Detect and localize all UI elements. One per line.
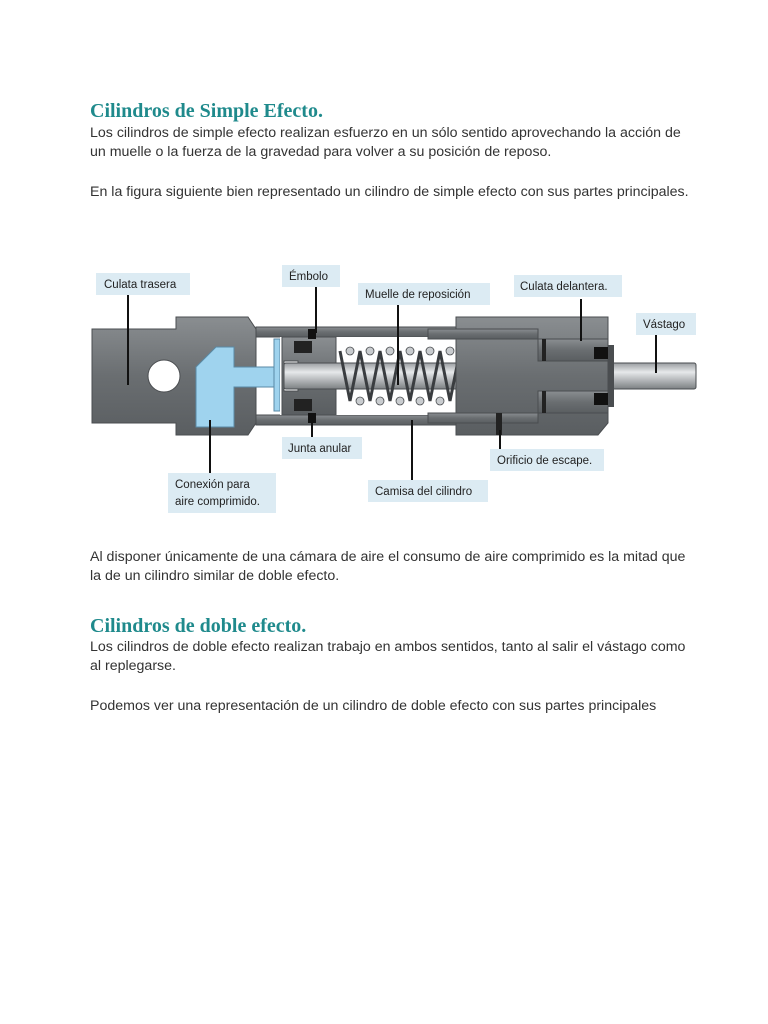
label-muelle [358, 283, 490, 305]
label-junta-anular-text: Junta anular [288, 443, 352, 455]
label-culata-delantera [514, 275, 622, 297]
label-embolo-text: Émbolo [289, 271, 328, 283]
label-embolo [282, 265, 340, 287]
paragraph-doble-efecto-intro: Los cilindros de doble efecto realizan trabajo en ambos sentidos, tanto al salir el vástago como al replegarse. [90, 639, 686, 674]
label-orificio-escape [490, 449, 604, 471]
label-conexion-line1: Conexión para [175, 479, 250, 491]
paragraph-air-consumption: Al disponer únicamente de una cámara de aire el consumo de aire comprimido es la mitad que la de un cilindro similar de doble efecto. [90, 549, 686, 584]
label-conexion-aire [168, 473, 276, 513]
single-acting-cylinder-diagram [88, 255, 703, 530]
label-camisa-cilindro [368, 480, 488, 502]
label-orificio-escape-text: Orificio de escape. [497, 455, 593, 467]
rear-head-part [92, 317, 280, 435]
label-muelle-text: Muelle de reposición [365, 289, 471, 301]
section-title-simple-efecto: Cilindros de Simple Efecto. [90, 100, 323, 122]
paragraph-simple-efecto-intro: Los cilindros de simple efecto realizan esfuerzo en un sólo sentido aprovechando la acción de un muelle o la fuerza de la gravedad para volver a su posición de reposo. [90, 125, 681, 160]
label-culata-trasera-text: Culata trasera [104, 279, 177, 291]
label-camisa-cilindro-text: Camisa del cilindro [375, 486, 473, 498]
paragraph-doble-efecto-figure-intro: Podemos ver una representación de un cilindro de doble efecto con sus partes principales [90, 698, 657, 714]
section-title-doble-efecto: Cilindros de doble efecto. [90, 615, 307, 637]
paragraph-simple-efecto-figure-intro: En la figura siguiente bien representado un cilindro de simple efecto con sus partes principales. [90, 184, 689, 200]
label-culata-trasera [96, 273, 190, 295]
label-junta-anular [282, 437, 362, 459]
label-vastago-text: Vástago [643, 319, 686, 331]
label-conexion-line2: aire comprimido. [175, 496, 260, 508]
front-head-part [428, 317, 614, 435]
label-vastago [636, 313, 696, 335]
label-culata-delantera-text: Culata delantera. [520, 281, 608, 293]
